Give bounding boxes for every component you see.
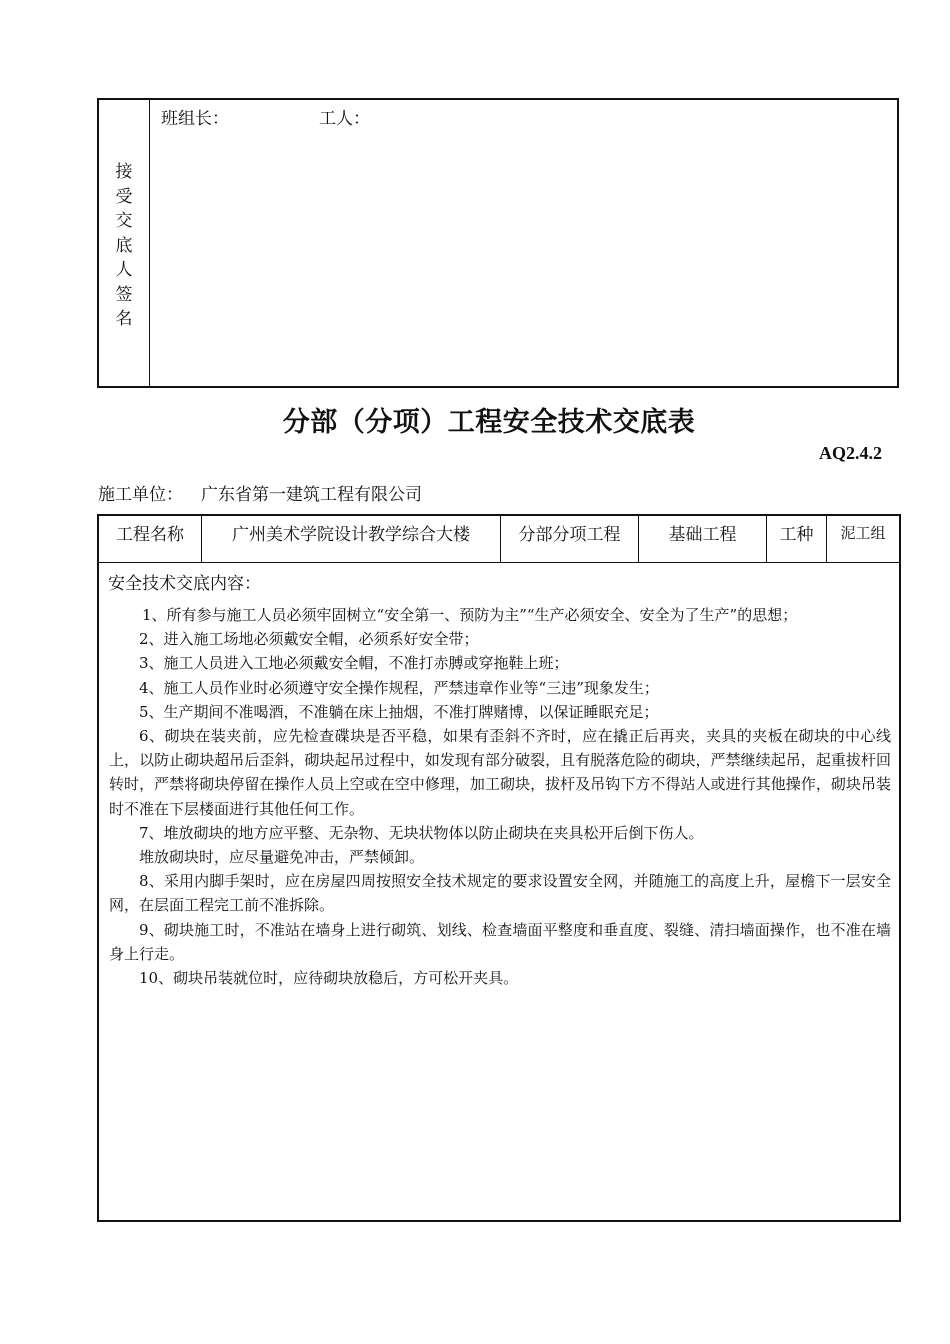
list-item: 3、施工人员进入工地必须戴安全帽，不准打赤膊或穿拖鞋上班； (139, 654, 569, 673)
trade-label: 工种 (767, 516, 827, 562)
list-item: 10、砌块吊装就位时，应待砌块放稳后，方可松开夹具。 (139, 969, 519, 988)
header-row (99, 516, 899, 563)
construction-unit-value: 广东省第一建筑工程有限公司 (201, 485, 422, 505)
side-label-char: 人 (115, 260, 133, 280)
side-label-char: 受 (115, 186, 133, 207)
construction-unit-label: 施工单位： (98, 485, 183, 505)
content-items (109, 603, 891, 990)
disclosure-table (97, 514, 901, 1222)
project-name-value: 广州美术学院设计教学综合大楼 (202, 516, 501, 562)
project-name-label: 工程名称 (99, 516, 202, 562)
list-item: 堆放砌块时，应尽量避免冲击，严禁倾卸。 (139, 848, 425, 867)
list-item: 1、所有参与施工人员必须牢固树立“安全第一、预防为主”“生产必须安全、安全为了生产”的思想； (142, 606, 798, 624)
signature-side-label (99, 160, 149, 332)
list-item: 2、进入施工场地必须戴安全帽，必须系好安全带； (139, 630, 479, 649)
side-label-char: 交 (115, 211, 133, 231)
sub-project-label: 分部分项工程 (501, 516, 639, 562)
side-label-char: 底 (115, 235, 133, 256)
sub-project-value: 基础工程 (639, 516, 767, 562)
worker-label: 工人： (319, 109, 370, 129)
signature-side-label-cell (99, 100, 150, 386)
trade-value: 泥工组 (840, 524, 886, 542)
side-label-char: 名 (115, 309, 133, 329)
document-title: 分部（分项）工程安全技术交底表 (282, 407, 696, 438)
side-label-char: 接 (115, 162, 133, 182)
list-item: 4、施工人员作业时必须遵守安全操作规程，严禁违章作业等“三违”现象发生； (139, 678, 659, 697)
construction-unit-line (98, 480, 422, 505)
team-leader-label: 班组长： (161, 109, 229, 129)
list-item: 7、堆放砌块的地方应平整、无杂物、无块状物体以防止砌块在夹具松开后倒下伤人。 (139, 823, 704, 842)
signature-table (97, 98, 899, 388)
list-item: 6、砌块在装夹前，应先检查碟块是否平稳，如果有歪斜不齐时，应在撬正后再夹，夹具的夹板在砌块的中心线上，以防止砌块超吊后歪斜，砌块起吊过程中，如发现有部分破裂，且有脱落危险的砌块，严禁继续起吊，起重拔杆回转时，严禁将砌块停留在操作人员上空或在空中修理，加工砌块，拔杆及吊钩下方不得站人或进行其他操作，砌块吊装时不准在下层楼面进行其他任何工作。 (109, 727, 891, 818)
form-code: AQ2.4.2 (819, 443, 882, 463)
content-heading: 安全技术交底内容： (108, 574, 261, 594)
list-item: 9、砌块施工时，不准站在墙身上进行砌筑、划线、检查墙面平整度和垂直度、裂缝、清扫墙面操作，也不准在墙身上行走。 (109, 920, 891, 963)
list-item: 8、采用内脚手架时，应在房屋四周按照安全技术规定的要求设置安全网，并随施工的高度上升，屋檐下一层安全网，在层面工程完工前不准拆除。 (109, 872, 891, 915)
list-item: 5、生产期间不准喝酒，不准躺在床上抽烟，不准打牌赌博，以保证睡眠充足； (139, 702, 659, 721)
side-label-char: 签 (115, 284, 133, 305)
signature-line (161, 104, 370, 129)
